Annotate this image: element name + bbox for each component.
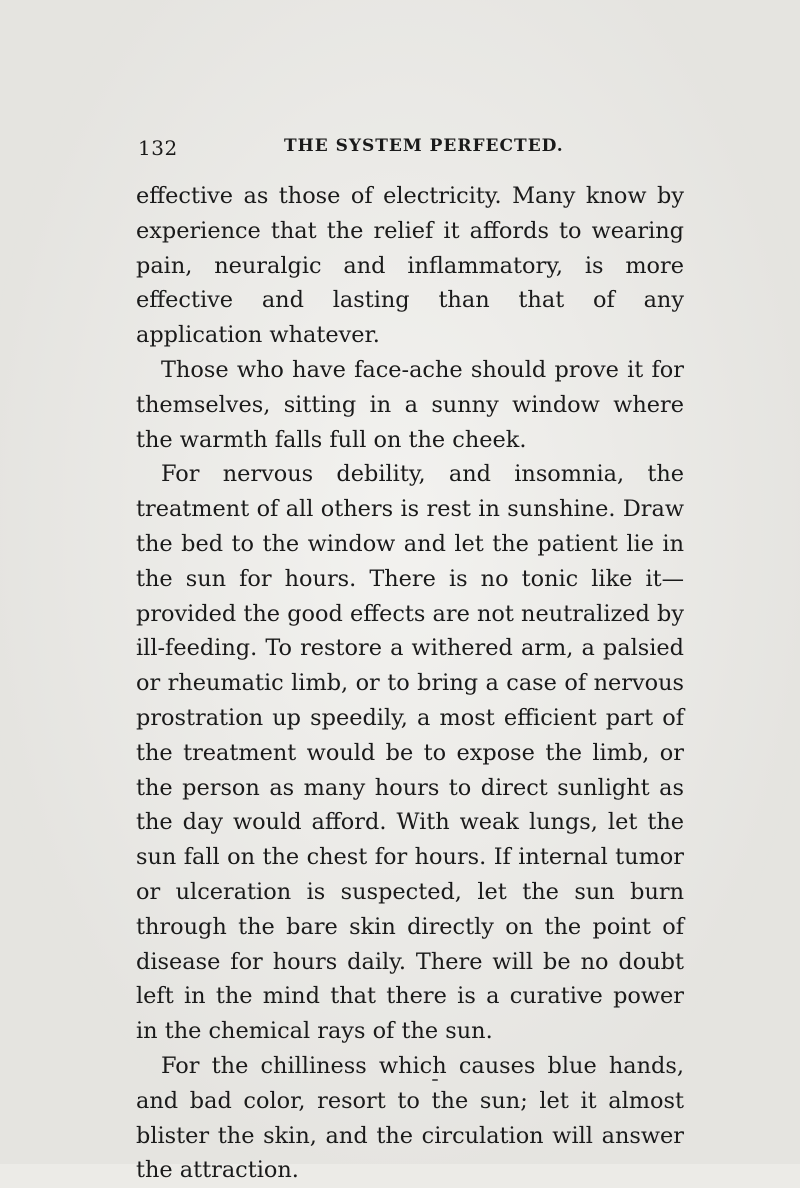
ink-speck (432, 1079, 438, 1081)
paragraph-face-ache: Those who have face-ache should prove it for themselves, sitting in a sunny window where the warmth falls full on the cheek. (136, 356, 684, 453)
paragraph-continued: effective as those of electricity. Many know by experience that the relief it affords to wearing pain, neuralgic and inflammatory, is more effective and lasting than that of any application whatever. (136, 183, 684, 349)
running-title: THE SYSTEM PERFECTED. (284, 136, 564, 156)
paragraph-chilliness: For the chilliness which causes blue hands, and bad color, resort to the sun; let it almost blister the skin, and the circulation will answer the attraction. (136, 1052, 684, 1184)
page-number: 132 (138, 136, 178, 160)
body-text (136, 179, 684, 1188)
paragraph-nervous-debility: For nervous debility, and insomnia, the treatment of all others is rest in sunshine. Draw the bed to the window and let the patient lie in the sun for hours. There is no tonic like it—provided the good effects are not neutralized by ill-feeding. To restore a withered arm, a palsied or rheumatic limb, or to bring a case of nervous prostration up speedily, a most efficient part of the treatment would be to expose the limb, or the person as many hours to direct sunlight as the day would afford. With weak lungs, let the sun fall on the chest for hours. If internal tumor or ulceration is suspected, let the sun burn through the bare skin directly on the point of disease for hours daily. There will be no doubt left in the mind that there is a curative power in the chemical rays of the sun. (136, 461, 684, 1045)
running-head (136, 136, 682, 166)
